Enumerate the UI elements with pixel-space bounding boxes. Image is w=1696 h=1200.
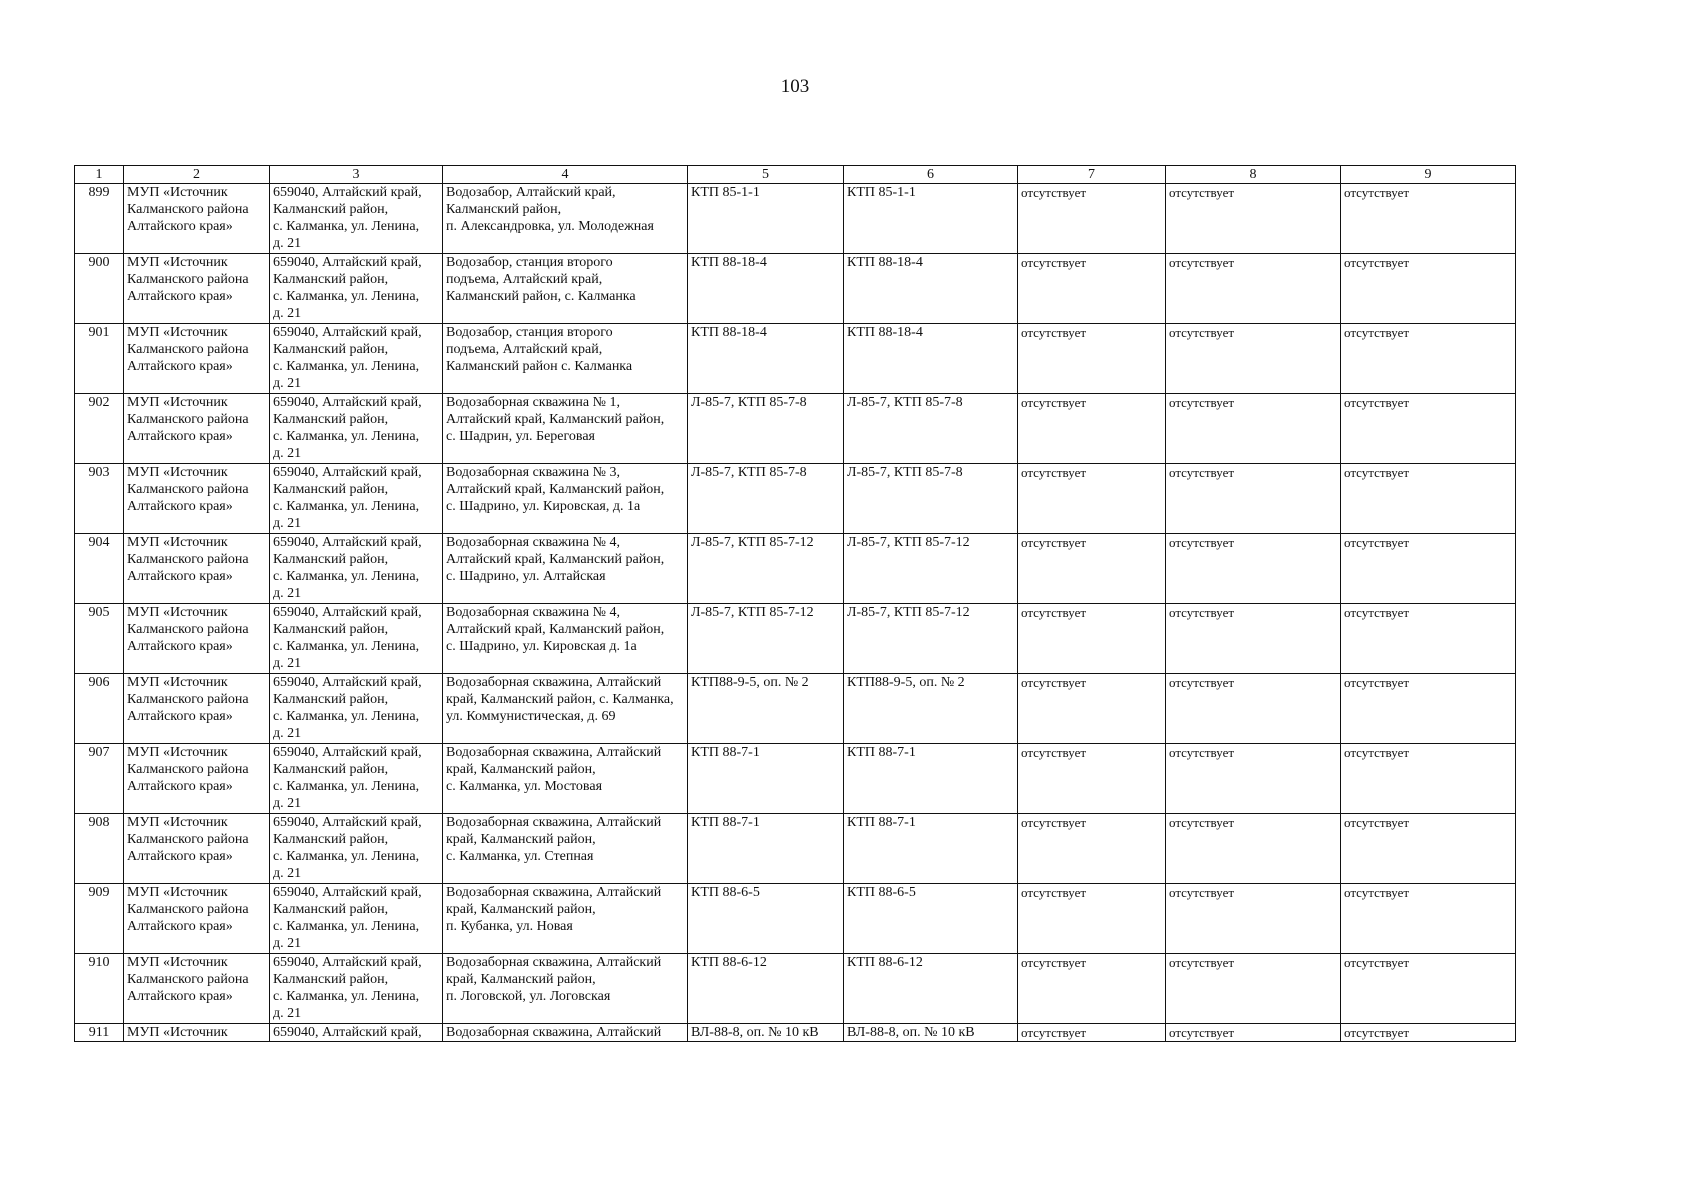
object-cell-line: п. Александровка, ул. Молодежная: [446, 219, 654, 234]
object-cell-line: Водозаборная скважина № 3,: [446, 465, 620, 480]
object-cell: [443, 954, 688, 1024]
organization-cell: [124, 604, 270, 674]
table-row: [75, 464, 1516, 534]
object-cell: [443, 184, 688, 254]
table-row: [75, 534, 1516, 604]
address-cell-line: Калманский район,: [273, 972, 389, 987]
address-cell-line: с. Калманка, ул. Ленина,: [273, 499, 420, 514]
object-cell-line: край, Калманский район,: [446, 972, 596, 987]
address-cell-line: 659040, Алтайский край,: [273, 955, 422, 970]
object-cell-line: с. Шадрино, ул. Алтайская: [446, 569, 606, 584]
organization-cell-line: Алтайского края»: [127, 429, 233, 444]
column-header: 9: [1341, 166, 1516, 184]
address-cell: [270, 744, 443, 814]
address-cell: [270, 324, 443, 394]
organization-cell: [124, 674, 270, 744]
status-cell: отсутствует: [1018, 324, 1166, 394]
status-cell: отсутствует: [1166, 324, 1341, 394]
object-cell-line: Алтайский край, Калманский район,: [446, 622, 665, 637]
address-cell-line: д. 21: [273, 586, 302, 601]
connection-point-cell: Л-85-7, КТП 85-7-12: [844, 604, 1018, 674]
address-cell-line: д. 21: [273, 866, 302, 881]
organization-cell-line: МУП «Источник: [127, 885, 228, 900]
status-cell: отсутствует: [1018, 604, 1166, 674]
organization-cell-line: Калманского района: [127, 762, 249, 777]
address-cell: [270, 464, 443, 534]
organization-cell-line: МУП «Источник: [127, 955, 228, 970]
status-cell: отсутствует: [1166, 814, 1341, 884]
connection-point-cell: ВЛ-88-8, оп. № 10 кВ: [844, 1024, 1018, 1042]
row-number: 911: [75, 1024, 124, 1042]
object-cell-line: с. Шадрино, ул. Кировская, д. 1а: [446, 499, 641, 514]
row-number: 903: [75, 464, 124, 534]
column-header: 4: [443, 166, 688, 184]
column-header: 5: [688, 166, 844, 184]
address-cell-line: 659040, Алтайский край,: [273, 535, 422, 550]
row-number: 907: [75, 744, 124, 814]
object-cell-line: Водозаборная скважина № 4,: [446, 535, 620, 550]
organization-cell: [124, 744, 270, 814]
status-cell: отсутствует: [1018, 954, 1166, 1024]
organization-cell-line: МУП «Источник: [127, 605, 228, 620]
object-cell-line: с. Шадрино, ул. Кировская д. 1а: [446, 639, 637, 654]
organization-cell-line: Калманского района: [127, 202, 249, 217]
connection-point-cell: Л-85-7, КТП 85-7-8: [844, 464, 1018, 534]
organization-cell-line: Алтайского края»: [127, 709, 233, 724]
object-cell: [443, 744, 688, 814]
object-cell-line: Калманский район,: [446, 202, 562, 217]
column-header: 8: [1166, 166, 1341, 184]
address-cell-line: 659040, Алтайский край,: [273, 465, 422, 480]
object-cell-line: Водозаборная скважина, Алтайский: [446, 815, 662, 830]
object-cell: [443, 464, 688, 534]
organization-cell: [124, 184, 270, 254]
organization-cell-line: МУП «Источник: [127, 255, 228, 270]
address-cell: [270, 814, 443, 884]
status-cell: отсутствует: [1341, 814, 1516, 884]
connection-point-cell: КТП 88-6-12: [844, 954, 1018, 1024]
organization-cell-line: Алтайского края»: [127, 639, 233, 654]
organization-cell-line: Алтайского края»: [127, 289, 233, 304]
address-cell-line: д. 21: [273, 376, 302, 391]
power-source-cell: КТП 88-7-1: [688, 814, 844, 884]
column-header: 2: [124, 166, 270, 184]
connection-point-cell: Л-85-7, КТП 85-7-8: [844, 394, 1018, 464]
status-cell: отсутствует: [1341, 184, 1516, 254]
organization-cell-line: МУП «Источник: [127, 185, 228, 200]
address-cell-line: д. 21: [273, 516, 302, 531]
column-header: 6: [844, 166, 1018, 184]
organization-cell: [124, 464, 270, 534]
connection-point-cell: КТП 85-1-1: [844, 184, 1018, 254]
organization-cell-line: Алтайского края»: [127, 849, 233, 864]
status-cell: отсутствует: [1166, 254, 1341, 324]
status-cell: отсутствует: [1018, 254, 1166, 324]
status-cell: отсутствует: [1166, 464, 1341, 534]
address-cell: [270, 674, 443, 744]
organization-cell: [124, 324, 270, 394]
address-cell-line: д. 21: [273, 936, 302, 951]
address-cell-line: д. 21: [273, 446, 302, 461]
status-cell: отсутствует: [1166, 884, 1341, 954]
data-table: [74, 165, 1516, 1042]
column-header: 3: [270, 166, 443, 184]
organization-cell-line: Калманского района: [127, 972, 249, 987]
row-number: 900: [75, 254, 124, 324]
power-source-cell: Л-85-7, КТП 85-7-12: [688, 604, 844, 674]
status-cell: отсутствует: [1341, 394, 1516, 464]
organization-cell-line: Алтайского края»: [127, 569, 233, 584]
table-row: [75, 184, 1516, 254]
object-cell-line: с. Шадрин, ул. Береговая: [446, 429, 595, 444]
object-cell-line: п. Кубанка, ул. Новая: [446, 919, 573, 934]
address-cell: [270, 184, 443, 254]
status-cell: отсутствует: [1018, 464, 1166, 534]
object-cell-line: край, Калманский район,: [446, 762, 596, 777]
address-cell: [270, 394, 443, 464]
object-cell-line: Водозаборная скважина, Алтайский: [446, 1025, 662, 1040]
address-cell-line: Калманский район,: [273, 202, 389, 217]
address-cell-line: Калманский район,: [273, 762, 389, 777]
address-cell-line: 659040, Алтайский край,: [273, 325, 422, 340]
address-cell-line: 659040, Алтайский край,: [273, 885, 422, 900]
address-cell-line: д. 21: [273, 236, 302, 251]
table-row: [75, 814, 1516, 884]
header-row: [75, 166, 1516, 184]
power-source-cell: КТП 85-1-1: [688, 184, 844, 254]
organization-cell-line: МУП «Источник: [127, 325, 228, 340]
row-number: 908: [75, 814, 124, 884]
row-number: 906: [75, 674, 124, 744]
organization-cell: [124, 1024, 270, 1042]
object-cell: [443, 534, 688, 604]
organization-cell-line: Калманского района: [127, 272, 249, 287]
organization-cell-line: Алтайского края»: [127, 919, 233, 934]
object-cell-line: Водозабор, станция второго: [446, 325, 613, 340]
row-number: 902: [75, 394, 124, 464]
status-cell: отсутствует: [1166, 394, 1341, 464]
page-number: 103: [780, 76, 810, 97]
power-source-cell: КТП 88-18-4: [688, 254, 844, 324]
column-header: 1: [75, 166, 124, 184]
organization-cell-line: МУП «Источник: [127, 535, 228, 550]
status-cell: отсутствует: [1018, 674, 1166, 744]
table-row: [75, 1024, 1516, 1042]
table-row: [75, 744, 1516, 814]
organization-cell-line: Алтайского края»: [127, 499, 233, 514]
status-cell: отсутствует: [1166, 744, 1341, 814]
organization-cell-line: Калманского района: [127, 902, 249, 917]
status-cell: отсутствует: [1018, 1024, 1166, 1042]
object-cell-line: Водозаборная скважина № 1,: [446, 395, 620, 410]
object-cell-line: Калманский район, с. Калманка: [446, 289, 636, 304]
table-row: [75, 324, 1516, 394]
object-cell-line: край, Калманский район,: [446, 832, 596, 847]
power-source-cell: КТП 88-6-5: [688, 884, 844, 954]
power-source-cell: КТП 88-7-1: [688, 744, 844, 814]
address-cell-line: 659040, Алтайский край,: [273, 815, 422, 830]
organization-cell-line: Калманского района: [127, 692, 249, 707]
row-number: 901: [75, 324, 124, 394]
address-cell-line: с. Калманка, ул. Ленина,: [273, 219, 420, 234]
power-source-cell: КТП88-9-5, оп. № 2: [688, 674, 844, 744]
address-cell-line: с. Калманка, ул. Ленина,: [273, 359, 420, 374]
organization-cell: [124, 814, 270, 884]
status-cell: отсутствует: [1166, 184, 1341, 254]
address-cell: [270, 604, 443, 674]
organization-cell-line: МУП «Источник: [127, 465, 228, 480]
organization-cell: [124, 884, 270, 954]
address-cell-line: Калманский район,: [273, 342, 389, 357]
status-cell: отсутствует: [1018, 184, 1166, 254]
object-cell: [443, 674, 688, 744]
object-cell: [443, 254, 688, 324]
address-cell-line: 659040, Алтайский край,: [273, 1025, 422, 1040]
power-source-cell: ВЛ-88-8, оп. № 10 кВ: [688, 1024, 844, 1042]
object-cell-line: Водозаборная скважина, Алтайский: [446, 885, 662, 900]
address-cell-line: с. Калманка, ул. Ленина,: [273, 779, 420, 794]
address-cell: [270, 1024, 443, 1042]
status-cell: отсутствует: [1018, 814, 1166, 884]
table-row: [75, 394, 1516, 464]
table-row: [75, 954, 1516, 1024]
table-row: [75, 674, 1516, 744]
address-cell: [270, 534, 443, 604]
status-cell: отсутствует: [1166, 1024, 1341, 1042]
object-cell-line: Водозабор, станция второго: [446, 255, 613, 270]
address-cell-line: д. 21: [273, 726, 302, 741]
status-cell: отсутствует: [1341, 534, 1516, 604]
organization-cell-line: Алтайского края»: [127, 989, 233, 1004]
organization-cell-line: МУП «Источник: [127, 815, 228, 830]
table-body: [75, 184, 1516, 1042]
table-row: [75, 604, 1516, 674]
organization-cell-line: Алтайского края»: [127, 779, 233, 794]
address-cell-line: Калманский район,: [273, 552, 389, 567]
object-cell-line: Водозаборная скважина № 4,: [446, 605, 620, 620]
connection-point-cell: КТП 88-18-4: [844, 254, 1018, 324]
connection-point-cell: КТП 88-7-1: [844, 814, 1018, 884]
object-cell: [443, 604, 688, 674]
organization-cell: [124, 254, 270, 324]
address-cell-line: Калманский район,: [273, 692, 389, 707]
object-cell: [443, 884, 688, 954]
object-cell: [443, 814, 688, 884]
object-cell-line: Калманский район с. Калманка: [446, 359, 633, 374]
address-cell-line: с. Калманка, ул. Ленина,: [273, 849, 420, 864]
status-cell: отсутствует: [1018, 884, 1166, 954]
status-cell: отсутствует: [1166, 954, 1341, 1024]
status-cell: отсутствует: [1166, 604, 1341, 674]
status-cell: отсутствует: [1166, 674, 1341, 744]
address-cell-line: с. Калманка, ул. Ленина,: [273, 989, 420, 1004]
address-cell-line: с. Калманка, ул. Ленина,: [273, 569, 420, 584]
object-cell-line: подъема, Алтайский край,: [446, 272, 603, 287]
object-cell-line: Водозабор, Алтайский край,: [446, 185, 616, 200]
status-cell: отсутствует: [1341, 884, 1516, 954]
address-cell: [270, 254, 443, 324]
row-number: 909: [75, 884, 124, 954]
address-cell-line: Калманский район,: [273, 832, 389, 847]
status-cell: отсутствует: [1018, 534, 1166, 604]
address-cell-line: 659040, Алтайский край,: [273, 255, 422, 270]
organization-cell-line: МУП «Источник: [127, 675, 228, 690]
status-cell: отсутствует: [1341, 954, 1516, 1024]
organization-cell-line: Калманского района: [127, 832, 249, 847]
object-cell-line: п. Логовской, ул. Логовская: [446, 989, 611, 1004]
column-header: 7: [1018, 166, 1166, 184]
object-cell-line: край, Калманский район, с. Калманка,: [446, 692, 674, 707]
organization-cell-line: Алтайского края»: [127, 359, 233, 374]
object-cell-line: подъема, Алтайский край,: [446, 342, 603, 357]
address-cell-line: с. Калманка, ул. Ленина,: [273, 919, 420, 934]
address-cell-line: 659040, Алтайский край,: [273, 185, 422, 200]
address-cell-line: 659040, Алтайский край,: [273, 745, 422, 760]
organization-cell: [124, 954, 270, 1024]
connection-point-cell: КТП88-9-5, оп. № 2: [844, 674, 1018, 744]
address-cell-line: д. 21: [273, 656, 302, 671]
object-cell-line: Водозаборная скважина, Алтайский: [446, 955, 662, 970]
connection-point-cell: Л-85-7, КТП 85-7-12: [844, 534, 1018, 604]
address-cell-line: с. Калманка, ул. Ленина,: [273, 429, 420, 444]
object-cell: [443, 324, 688, 394]
object-cell: [443, 394, 688, 464]
power-source-cell: КТП 88-18-4: [688, 324, 844, 394]
object-cell-line: Алтайский край, Калманский район,: [446, 412, 665, 427]
address-cell-line: с. Калманка, ул. Ленина,: [273, 709, 420, 724]
power-source-cell: Л-85-7, КТП 85-7-8: [688, 464, 844, 534]
status-cell: отсутствует: [1341, 1024, 1516, 1042]
address-cell-line: Калманский район,: [273, 482, 389, 497]
organization-cell-line: МУП «Источник: [127, 1025, 228, 1040]
status-cell: отсутствует: [1341, 254, 1516, 324]
status-cell: отсутствует: [1341, 324, 1516, 394]
address-cell-line: д. 21: [273, 306, 302, 321]
organization-cell-line: Калманского района: [127, 412, 249, 427]
organization-cell-line: Алтайского края»: [127, 219, 233, 234]
connection-point-cell: КТП 88-18-4: [844, 324, 1018, 394]
connection-point-cell: КТП 88-7-1: [844, 744, 1018, 814]
row-number: 910: [75, 954, 124, 1024]
organization-cell: [124, 534, 270, 604]
address-cell-line: 659040, Алтайский край,: [273, 395, 422, 410]
address-cell: [270, 884, 443, 954]
object-cell-line: Водозаборная скважина, Алтайский: [446, 675, 662, 690]
table-row: [75, 884, 1516, 954]
address-cell: [270, 954, 443, 1024]
address-cell-line: Калманский район,: [273, 272, 389, 287]
organization-cell-line: Калманского района: [127, 342, 249, 357]
address-cell-line: с. Калманка, ул. Ленина,: [273, 289, 420, 304]
address-cell-line: д. 21: [273, 796, 302, 811]
status-cell: отсутствует: [1166, 534, 1341, 604]
organization-cell-line: Калманского района: [127, 552, 249, 567]
organization-cell-line: МУП «Источник: [127, 745, 228, 760]
row-number: 904: [75, 534, 124, 604]
status-cell: отсутствует: [1018, 394, 1166, 464]
object-cell-line: Алтайский край, Калманский район,: [446, 552, 665, 567]
organization-cell-line: Калманского района: [127, 482, 249, 497]
object-cell: [443, 1024, 688, 1042]
status-cell: отсутствует: [1341, 604, 1516, 674]
power-source-cell: КТП 88-6-12: [688, 954, 844, 1024]
status-cell: отсутствует: [1341, 744, 1516, 814]
object-cell-line: край, Калманский район,: [446, 902, 596, 917]
object-cell-line: Водозаборная скважина, Алтайский: [446, 745, 662, 760]
connection-point-cell: КТП 88-6-5: [844, 884, 1018, 954]
object-cell-line: ул. Коммунистическая, д. 69: [446, 709, 616, 724]
address-cell-line: Калманский район,: [273, 622, 389, 637]
organization-cell: [124, 394, 270, 464]
status-cell: отсутствует: [1341, 464, 1516, 534]
organization-cell-line: Калманского района: [127, 622, 249, 637]
status-cell: отсутствует: [1341, 674, 1516, 744]
row-number: 905: [75, 604, 124, 674]
object-cell-line: Алтайский край, Калманский район,: [446, 482, 665, 497]
address-cell-line: с. Калманка, ул. Ленина,: [273, 639, 420, 654]
address-cell-line: 659040, Алтайский край,: [273, 605, 422, 620]
power-source-cell: Л-85-7, КТП 85-7-8: [688, 394, 844, 464]
row-number: 899: [75, 184, 124, 254]
object-cell-line: с. Калманка, ул. Мостовая: [446, 779, 603, 794]
address-cell-line: Калманский район,: [273, 902, 389, 917]
status-cell: отсутствует: [1018, 744, 1166, 814]
address-cell-line: д. 21: [273, 1006, 302, 1021]
object-cell-line: с. Калманка, ул. Степная: [446, 849, 594, 864]
power-source-cell: Л-85-7, КТП 85-7-12: [688, 534, 844, 604]
address-cell-line: 659040, Алтайский край,: [273, 675, 422, 690]
address-cell-line: Калманский район,: [273, 412, 389, 427]
table-row: [75, 254, 1516, 324]
organization-cell-line: МУП «Источник: [127, 395, 228, 410]
